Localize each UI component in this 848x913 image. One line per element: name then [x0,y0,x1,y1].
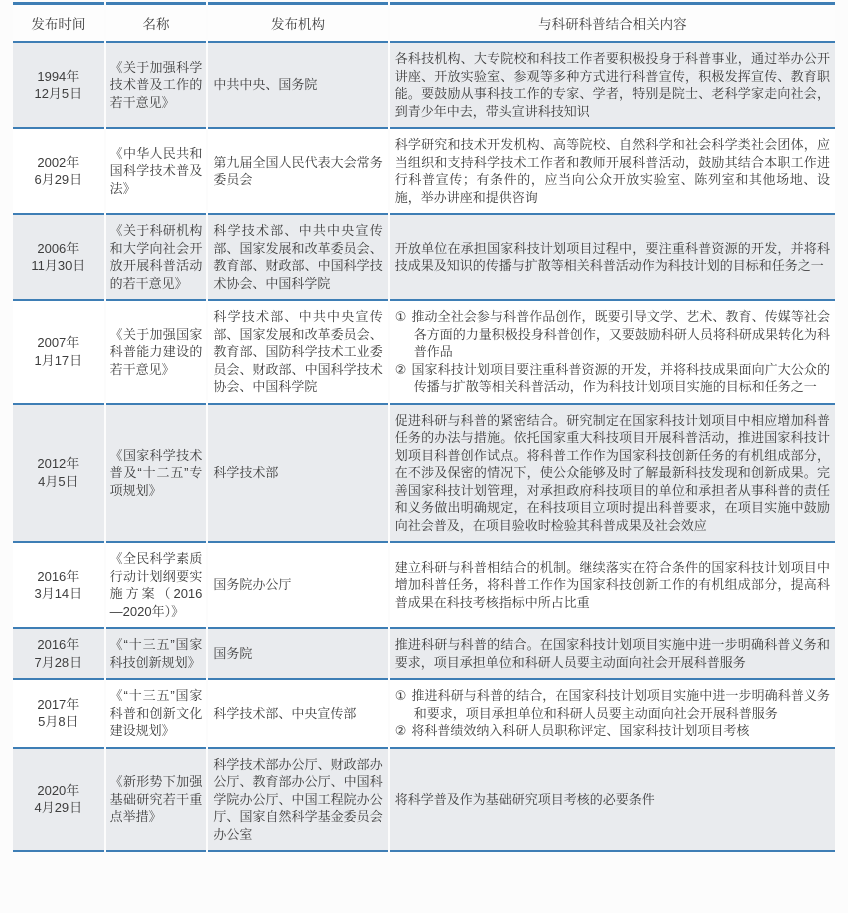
header-content: 与科研科普结合相关内容 [390,2,835,43]
cell-org: 科学技术部、中共中央宣传部、国家发展和改革委员会、教育部、国防科学技术工业委员会、财政部、中国科学技术协会、中国科学院 [208,301,387,405]
cell-content [390,629,835,680]
date-day: 3月14日 [34,586,83,601]
cell-org: 科学技术部 [208,405,387,544]
item-number: ① [394,688,407,703]
cell-content [390,301,835,405]
policy-table [11,2,837,852]
date-day: 1月17日 [34,352,83,368]
cell-content [390,543,835,629]
date-year: 2007年 [37,335,80,351]
cell-org: 国务院办公厅 [208,543,387,629]
table-row-2012 [13,405,835,544]
cell-date [13,43,104,129]
item-text: 将科普绩效纳入科研人员职称评定、国家科技计划项目考核 [411,723,750,738]
cell-name: 《关于科研机构和大学向社会开放开展科普活动的若干意见》 [106,215,207,301]
cell-content [390,43,835,129]
cell-content [390,680,835,749]
table-row-2006 [13,215,835,301]
date-year: 2002年 [37,154,80,170]
header-row [13,2,835,43]
header-org: 发布机构 [208,2,387,43]
cell-date [13,629,104,680]
date-day: 7月28日 [34,654,83,670]
table-row-2016-03 [13,543,835,629]
content-item [395,687,830,722]
cell-name: 《新形势下加强基础研究若干重点举措》 [106,749,207,853]
table-row-2002 [13,129,835,215]
date-day: 6月29日 [34,172,83,187]
content-item: 推进科研与科普的结合。在国家科技计划项目实施中进一步明确科普义务和要求，项目承担单位和科研人员要主动面向社会开展科普服务 [394,637,830,670]
content-item: 科学研究和技术开发机构、高等院校、自然科学和社会科学类社会团体，应当组织和支持科学技术工作者和教师开展科普活动，鼓励其结合本职工作进行科普宣传；有条件的，应当向公众开放实验室、陈列室和其他场地、设施，举办讲座和提供咨询 [394,137,830,205]
cell-date [13,215,104,301]
content-item: 促进科研与科普的紧密结合。研究制定在国家科技计划项目中相应增加科普任务的办法与措施。依托国家重大科技项目开展科普活动，推进国家科技计划项目科普创作试点。将科普工作作为国家科技创新任务的有机组成部分，在不涉及保密的情况下，使公众能够及时了解最新科技发现和创新成果。完善国家科技计划管理，对承担政府科技项目的单位和承担者从事科普的责任和义务做出明确规定，在科技项目立项时提出科普要求，在项目实施中鼓励向社会普及，在项目验收时检验其科普成果及社会效应 [394,412,830,533]
date-year: 2012年 [37,456,80,472]
cell-name: 《“十三五”国家科技创新规划》 [106,629,207,680]
cell-name: 《“十三五”国家科普和创新文化建设规划》 [106,680,207,749]
table-row-1994 [13,43,835,129]
cell-content [390,129,835,215]
date-day: 4月5日 [38,473,79,489]
cell-date [13,405,104,544]
cell-name: 《关于加强国家科普能力建设的若干意见》 [106,301,207,405]
content-item [395,722,830,740]
cell-org: 国务院 [208,629,387,680]
header-date: 发布时间 [13,2,104,43]
table-row-2016-07 [13,629,835,680]
cell-name: 《中华人民共和国科学技术普及法》 [106,129,207,215]
cell-date [13,301,104,405]
table-row-2020 [13,749,835,853]
date-day: 4月29日 [34,800,83,816]
content-item: 将科学普及作为基础研究项目考核的必要条件 [394,791,655,807]
item-number: ② [394,361,407,377]
item-text: 推进科研与科普的结合，在国家科技计划项目实施中进一步明确科普义务和要求，项目承担单位和科研人员要主动面向社会开展科普服务 [411,688,830,721]
date-year: 2016年 [37,568,80,584]
header-name: 名称 [106,2,207,43]
cell-org: 科学技术部、中央宣传部 [208,680,387,749]
content-item: 开放单位在承担国家科技计划项目过程中，要注重科普资源的开发，并将科技成果及知识的传播与扩散等相关科普活动作为科技计划的目标和任务之一 [394,240,830,273]
cell-org: 第九届全国人民代表大会常务委员会 [208,129,387,215]
content-item [395,361,830,396]
cell-org: 中共中央、国务院 [208,43,387,129]
cell-name: 《国家科学技术普及“十二五”专项规划》 [106,405,207,544]
item-number: ① [394,309,407,324]
cell-content [390,405,835,544]
date-day: 12月5日 [34,86,83,101]
content-item [395,308,830,361]
content-item: 建立科研与科普相结合的机制。继续落实在符合条件的国家科技计划项目中增加科普任务，将科普工作作为国家科技创新工作的有机组成部分，提高科普成果在科技考核指标中所占比重 [394,559,830,610]
cell-content [390,749,835,853]
cell-date [13,680,104,749]
content-item: 各科技机构、大专院校和科技工作者要积极投身于科普事业，通过举办公开讲座、开放实验室、参观等多种方式进行科普宣传，积极发挥宣传、教育职能。要鼓励从事科技工作的专家、学者，特别是院士、老科学家走向社会，到青少年中去，带头宣讲科技知识 [394,51,830,119]
table-row-2017 [13,680,835,749]
date-day: 5月8日 [38,714,79,730]
date-year: 2017年 [37,696,80,712]
date-year: 2020年 [37,782,80,798]
cell-date [13,749,104,853]
date-year: 2016年 [37,637,80,652]
item-number: ② [394,723,407,738]
item-text: 推动全社会参与科普作品创作，既要引导文学、艺术、教育、传媒等社会各方面的力量积极投身科普创作，又要鼓励科研人员将科研成果转化为科普作品 [411,309,830,359]
cell-org: 科学技术部办公厅、财政部办公厅、教育部办公厅、中国科学院办公厅、中国工程院办公厅、国家自然科学基金委员会办公室 [208,749,387,853]
cell-name: 《关于加强科学技术普及工作的若干意见》 [106,43,207,129]
cell-date [13,543,104,629]
cell-content [390,215,835,301]
date-year: 2006年 [37,240,80,256]
cell-org: 科学技术部、中共中央宣传部、国家发展和改革委员会、教育部、财政部、中国科学技术协会、中国科学院 [208,215,387,301]
date-year: 1994年 [37,68,80,84]
cell-name: 《全民科学素质行动计划纲要实施方案（2016—2020年）》 [106,543,207,629]
item-text: 国家科技计划项目要注重科普资源的开发，并将科技成果面向广大公众的传播与扩散等相关科普活动，作为科技计划项目实施的目标和任务之一 [411,361,830,394]
table-row-2007 [13,301,835,405]
date-day: 11月30日 [31,258,86,273]
cell-date [13,129,104,215]
